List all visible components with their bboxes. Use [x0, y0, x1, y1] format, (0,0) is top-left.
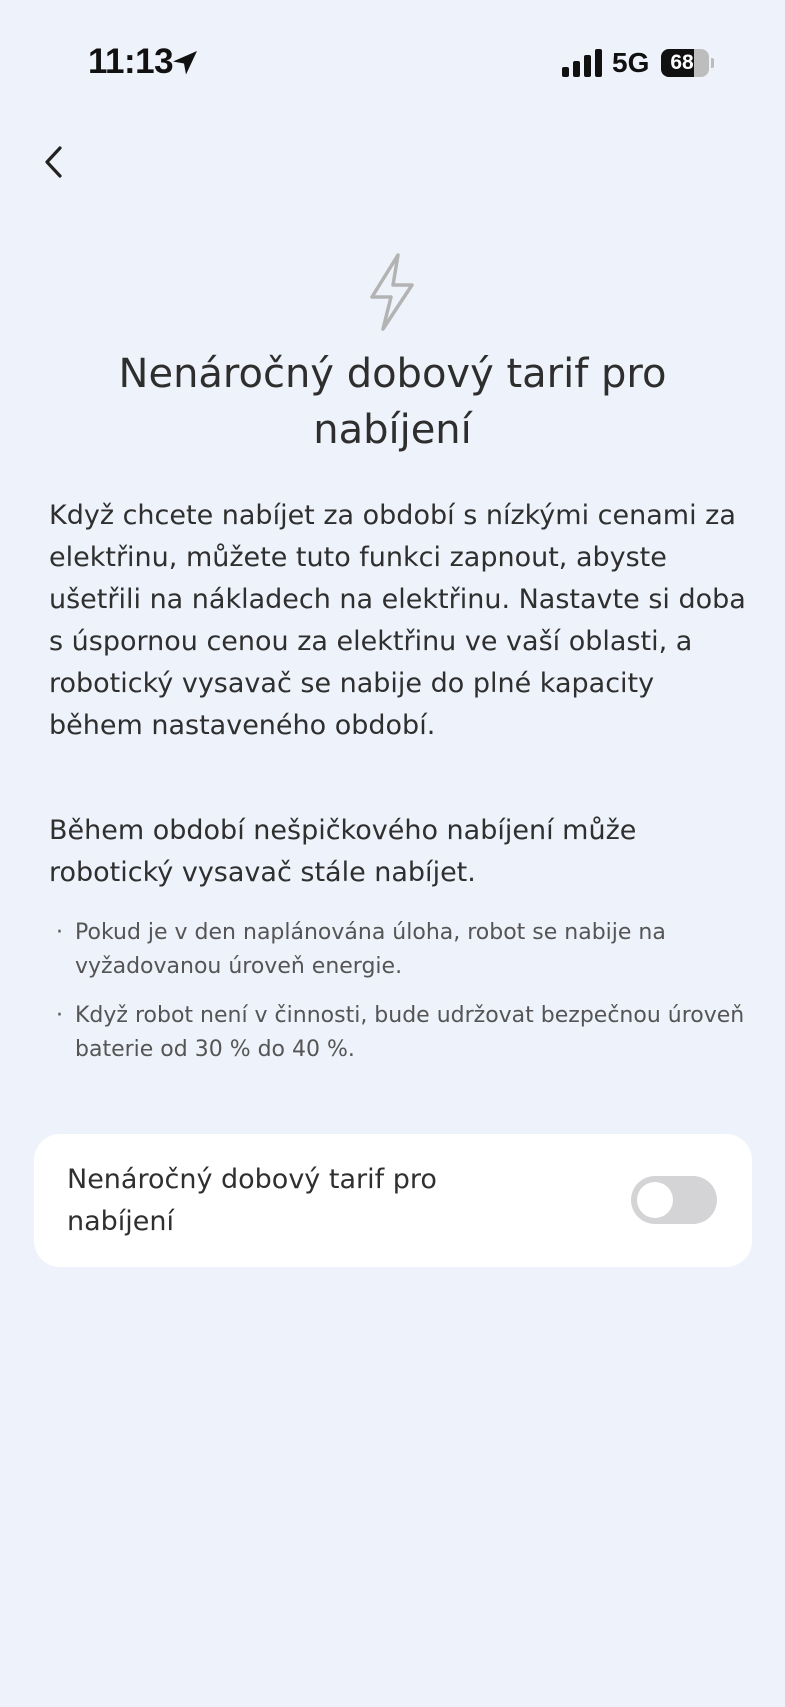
location-arrow-icon: [170, 48, 200, 78]
network-type-label: 5G: [612, 47, 650, 78]
status-bar: [0, 0, 785, 130]
status-time: 11:13: [88, 42, 174, 81]
note-text: Pokud je v den naplánována úloha, robot se nabije na vyžadovanou úroveň energie.: [75, 920, 666, 979]
offpeak-setting-card: [34, 1134, 752, 1267]
note-text: Když robot není v činnosti, bude udržovat bezpečnou úroveň baterie od 30 % do 40 %.: [75, 1003, 745, 1062]
offpeak-note-paragraph: Během období nešpičkového nabíjení může robotický vysavač stále nabíjet.: [49, 815, 637, 888]
chevron-left-icon: [41, 144, 67, 180]
toggle-knob: [637, 1182, 673, 1218]
battery-icon: [661, 49, 713, 77]
offpeak-charging-toggle[interactable]: [631, 1176, 717, 1224]
battery-body: [661, 49, 709, 77]
bullet-marker: ·: [56, 1003, 63, 1028]
signal-bars-icon: [562, 49, 602, 77]
intro-paragraph: Když chcete nabíjet za období s nízkými cenami za elektřinu, můžete tuto funkci zapnout, abyste ušetřili na nákladech na elektřinu. Nastavte si doba s úspornou cenou za elektřinu ve vaší oblasti, a robotický vysavač se nabije do plné kapacity během nastaveného období.: [49, 500, 746, 741]
back-button[interactable]: [30, 138, 78, 186]
list-item: [56, 999, 746, 1067]
page-title: Nenáročný dobový tarif pro nabíjení: [118, 351, 667, 453]
battery-tip: [711, 58, 714, 68]
battery-level-label: 68: [670, 51, 694, 74]
bullet-marker: ·: [56, 920, 63, 945]
setting-label: Nenáročný dobový tarif pro nabíjení: [67, 1164, 437, 1237]
note-list: [56, 916, 746, 1082]
list-item: [56, 916, 746, 984]
lightning-bolt-icon: [364, 252, 420, 332]
